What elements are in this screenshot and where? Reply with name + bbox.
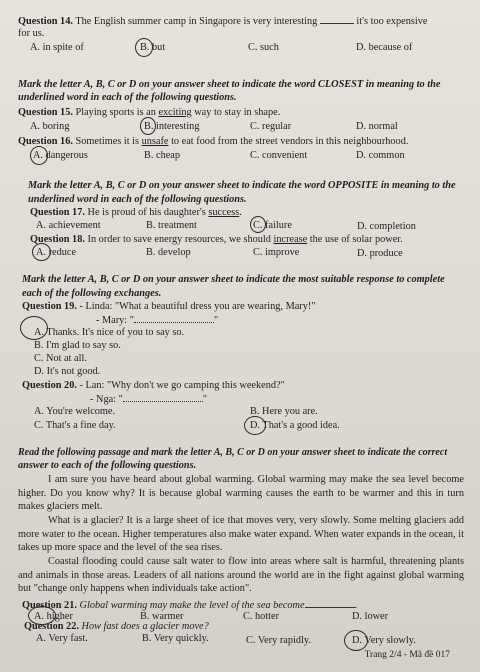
question-19-reply [96, 313, 464, 327]
underlined-word: unsafe [141, 136, 169, 147]
option-c: C. convenient [250, 150, 308, 161]
question-text: to eat food from the street vendors in this neighbourhood. [171, 136, 409, 147]
option-d: D. That's a good idea. [250, 420, 340, 431]
question-20-stem [22, 379, 464, 392]
question-text: Sometimes it is [75, 136, 140, 147]
instruction-passage-line1: Read the following passage and mark the letter A, B, C or D on your answer sheet to indicate the correct [18, 447, 448, 458]
option-c: C. That's a fine day. [34, 420, 116, 431]
answer-blank [305, 598, 355, 608]
option-c: C. Very rapidly. [246, 635, 311, 646]
question-15-stem [18, 106, 464, 119]
passage-paragraph-3: Coastal flooding could cause salt water to flow into areas where salt is harmful, threatening plants and animals in those areas. Leaders of all nations around the world are in the fight against global warming but "change only happens when individuals take action". [18, 556, 464, 595]
question-text: How fast does a glacier move? [81, 621, 209, 632]
question-label: Question 18. [30, 234, 85, 245]
option-a: A. in spite of [30, 42, 84, 53]
question-text: way to stay in shape. [194, 107, 281, 118]
question-22-stem [24, 620, 464, 633]
instruction-closest-line2: underlined word in each of the following questions. [18, 92, 237, 103]
question-text: He is proud of his daughter's [87, 207, 206, 218]
question-18-stem [30, 233, 464, 246]
dialogue-line: - Linda: "What a beautiful dress you are wearing, Mary!" [79, 301, 316, 312]
option-a: A. You're welcome. [34, 406, 116, 417]
question-text: it's too expensive [356, 16, 428, 27]
option-a: A. boring [30, 121, 70, 132]
option-a: A. higher [34, 611, 73, 622]
question-label: Question 17. [30, 207, 85, 218]
dialogue-line: " [213, 315, 219, 326]
option-a: A. dangerous [33, 150, 88, 161]
instruction-opposite-line2: underlined word in each of the following questions. [28, 194, 247, 205]
option-c: C. such [248, 42, 279, 53]
instruction-response-line2: each of the following exchanges. [22, 288, 162, 299]
instruction-passage-line2: answer to each of the following questions. [18, 460, 197, 471]
option-b: B. develop [146, 247, 191, 258]
question-text: In order to save energy resources, we should [87, 234, 271, 245]
option-c: C. failure [253, 220, 292, 231]
question-text: Global warming may make the level of the sea become [79, 600, 305, 611]
underlined-word: increase [273, 234, 308, 245]
option-c: C. hotter [243, 611, 280, 622]
option-b: B. warmer [140, 611, 184, 622]
question-20-reply [90, 392, 464, 406]
option-d: D. Very slowly. [352, 635, 416, 646]
option-d: D. lower [352, 611, 389, 622]
option-d: D. completion [357, 221, 416, 232]
question-17-stem [30, 206, 464, 219]
question-text: . [239, 207, 242, 218]
option-b: B. Here you are. [250, 406, 318, 417]
question-label: Question 16. [18, 136, 73, 147]
option-b: B. treatment [146, 220, 197, 231]
question-19-stem [22, 300, 464, 313]
question-14-stem-cont: for us. [18, 28, 45, 39]
option-a: A. reduce [36, 247, 77, 258]
answer-blank [320, 14, 354, 24]
option-b: B. but [140, 42, 166, 53]
instruction-opposite-line1: Mark the letter A, B, C or D on your answer sheet to indicate the word OPPOSITE in meaning to the [28, 180, 456, 191]
question-label: Question 15. [18, 107, 73, 118]
option-c: C. improve [253, 247, 300, 258]
option-d: D. normal [356, 121, 398, 132]
option-a: A. achievement [36, 220, 101, 231]
question-text: the use of solar power. [309, 234, 403, 245]
option-d: D. It's not good. [34, 366, 101, 377]
option-d: D. produce [357, 248, 403, 259]
option-c: C. Not at all. [34, 353, 87, 364]
dialogue-line: " [202, 394, 208, 405]
option-b: B. cheap [144, 150, 181, 161]
question-label: Question 19. [22, 301, 77, 312]
question-label: Question 14. [18, 16, 73, 27]
option-a: A. Very fast. [36, 633, 88, 644]
option-d: D. because of [356, 42, 413, 53]
option-a: A. Thanks. It's nice of you to say so. [34, 327, 185, 338]
passage-paragraph-2: What is a glacier? It is a large sheet of ice that moves very, very slowly. Some melting glaciers add more water to the ocean. Higher temperatures also make water expand. When water expands in the ocean, it takes up more space and the level of the sea rises. [18, 515, 464, 554]
option-c: C. regular [250, 121, 292, 132]
passage-paragraph-1: I am sure you have heard about global warming. Global warming may make the sea level become higher. Do you know why? It is because global warming causes the earth to be warmer and this in turn makes glaciers melt. [18, 474, 464, 513]
option-d: D. common [356, 150, 405, 161]
instruction-response-line1: Mark the letter A, B, C or D on your answer sheet to indicate the most suitable response to complete [22, 274, 445, 285]
option-b: B. Very quickly. [142, 633, 209, 644]
dialogue-line: - Nga: " [90, 394, 123, 405]
question-21-stem: Question 21. Global warming may make the level of the sea become . [22, 600, 358, 611]
underlined-word: exciting [158, 107, 192, 118]
question-label: Question 21. [22, 600, 77, 611]
question-text: Playing sports is an [75, 107, 156, 118]
question-text: The English summer camp in Singapore is very interesting [75, 16, 318, 27]
dialogue-line: - Mary: " [96, 315, 134, 326]
answer-blank [134, 313, 214, 323]
question-label: Question 22. [24, 621, 79, 632]
question-label: Question 20. [22, 380, 77, 391]
question-14-stem [18, 14, 464, 28]
instruction-closest-line1: Mark the letter A, B, C or D on your answer sheet to indicate the word CLOSEST in meaning to the [18, 79, 441, 90]
option-b: B. I'm glad to say so. [34, 340, 121, 351]
answer-blank [123, 392, 203, 402]
underlined-word: success [208, 207, 240, 218]
option-b: B. interesting [144, 121, 200, 132]
page-footer: Trang 2/4 - Mã đề 017 [364, 650, 450, 660]
question-16-stem [18, 135, 464, 148]
dialogue-line: - Lan: "Why don't we go camping this weekend?" [79, 380, 285, 391]
